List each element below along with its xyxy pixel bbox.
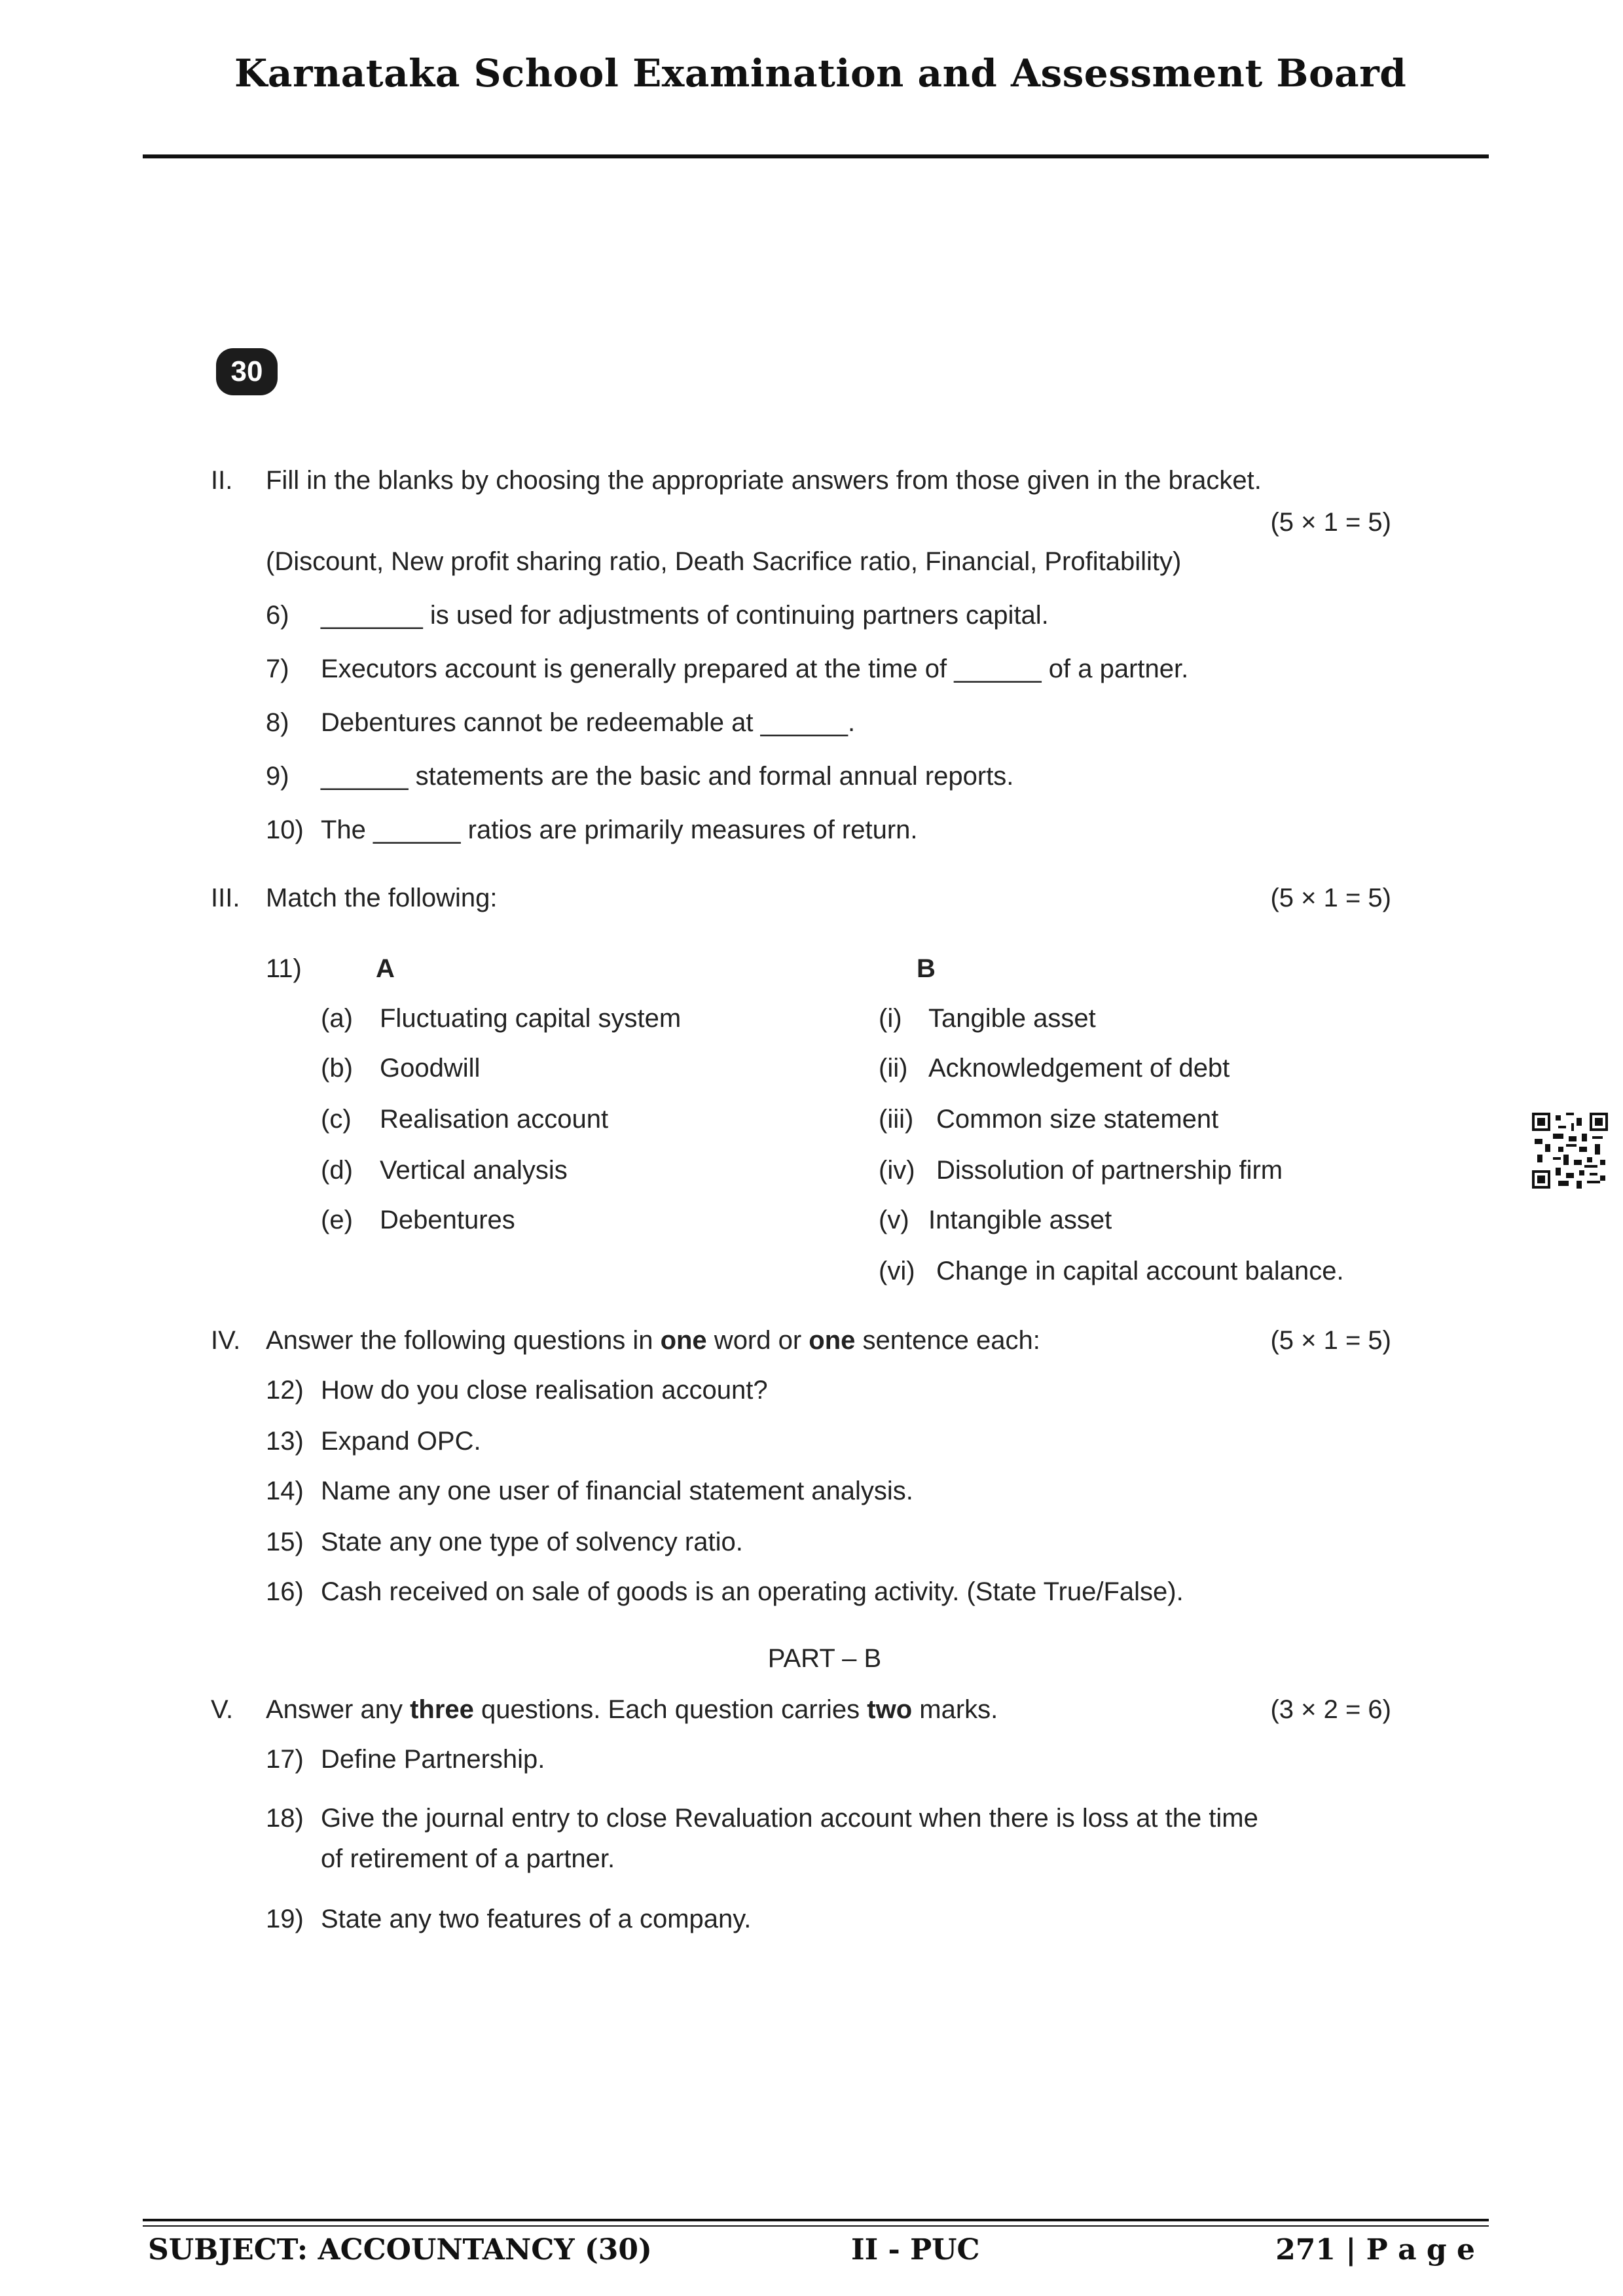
instruction-emphasis: three (410, 1695, 474, 1724)
instruction-emphasis: one (809, 1326, 856, 1355)
footer-rule (143, 2219, 1489, 2221)
match-a-label: (b) (321, 1054, 353, 1083)
question-text: Executors account is generally prepared at the time of ______ of a partner. (321, 655, 1189, 683)
match-a-item: Debentures (380, 1206, 515, 1234)
question-text: Debentures cannot be redeemable at ______. (321, 708, 856, 737)
section-v-marks: (3 × 2 = 6) (1270, 1695, 1391, 1724)
question-text: The ______ ratios are primarily measures of return. (321, 816, 918, 844)
section-ii-instruction: Fill in the blanks by choosing the appropriate answers from those given in the bracket. (266, 466, 1262, 495)
match-b-label: (ii) (879, 1054, 908, 1083)
question-text-continued: of retirement of a partner. (321, 1844, 615, 1873)
question-text: Define Partnership. (321, 1745, 545, 1774)
section-ii-numeral: II. (211, 466, 233, 495)
section-iii-marks: (5 × 1 = 5) (1270, 884, 1391, 912)
match-b-label: (i) (879, 1004, 902, 1033)
match-a-item: Vertical analysis (380, 1156, 568, 1185)
match-b-item: Acknowledgement of debt (928, 1054, 1230, 1083)
question-text: How do you close realisation account? (321, 1376, 768, 1405)
question-number: 9) (266, 762, 289, 791)
match-a-label: (c) (321, 1105, 352, 1134)
match-b-item: Common size statement (936, 1105, 1219, 1134)
question-number: 15) (266, 1528, 304, 1556)
question-number: 19) (266, 1905, 304, 1933)
match-b-label: (vi) (879, 1257, 915, 1285)
instruction-part: marks. (912, 1695, 998, 1724)
instruction-part: questions. Each question carries (473, 1695, 867, 1724)
instruction-part: sentence each: (855, 1326, 1040, 1355)
match-b-label: (iv) (879, 1156, 915, 1185)
match-b-item: Tangible asset (928, 1004, 1096, 1033)
question-number: 11) (266, 954, 302, 983)
column-a-heading: A (376, 954, 395, 983)
match-b-item: Change in capital account balance. (936, 1257, 1344, 1285)
match-b-label: (v) (879, 1206, 909, 1234)
match-a-label: (a) (321, 1004, 353, 1033)
question-text: State any one type of solvency ratio. (321, 1528, 743, 1556)
section-ii-marks: (5 × 1 = 5) (1270, 508, 1391, 537)
instruction-part: Answer any (266, 1695, 410, 1724)
question-text: _______ is used for adjustments of continuing partners capital. (321, 601, 1049, 630)
question-number: 12) (266, 1376, 304, 1405)
header-rule (143, 154, 1489, 158)
match-a-label: (d) (321, 1156, 353, 1185)
section-iv-marks: (5 × 1 = 5) (1270, 1326, 1391, 1355)
question-number: 13) (266, 1427, 304, 1456)
footer-page-number: 271 | P a g e (1275, 2233, 1475, 2267)
footer-rule-thin (143, 2225, 1489, 2227)
question-number: 8) (266, 708, 289, 737)
question-number: 17) (266, 1745, 304, 1774)
section-v-numeral: V. (211, 1695, 234, 1724)
subject-code-badge: 30 (216, 348, 278, 395)
section-iii-instruction: Match the following: (266, 884, 498, 912)
qr-code (1532, 1113, 1608, 1189)
question-text: State any two features of a company. (321, 1905, 752, 1933)
instruction-emphasis: two (867, 1695, 913, 1724)
question-text: Expand OPC. (321, 1427, 481, 1456)
section-ii-options: (Discount, New profit sharing ratio, Death Sacrifice ratio, Financial, Profitability) (266, 547, 1182, 576)
footer-subject: SUBJECT: ACCOUNTANCY (30) (148, 2233, 652, 2267)
question-text: Give the journal entry to close Revaluation account when there is loss at the time (321, 1804, 1258, 1833)
question-number: 10) (266, 816, 304, 844)
instruction-part: Answer the following questions in (266, 1326, 661, 1355)
match-a-label: (e) (321, 1206, 353, 1234)
instruction-part: word or (706, 1326, 809, 1355)
question-number: 7) (266, 655, 289, 683)
question-text: ______ statements are the basic and formal annual reports. (321, 762, 1014, 791)
question-number: 6) (266, 601, 289, 630)
match-b-item: Intangible asset (928, 1206, 1112, 1234)
match-b-item: Dissolution of partnership firm (936, 1156, 1283, 1185)
question-text: Name any one user of financial statement analysis. (321, 1477, 913, 1505)
instruction-emphasis: one (660, 1326, 707, 1355)
part-b-heading: PART – B (767, 1644, 882, 1673)
question-text: Cash received on sale of goods is an operating activity. (State True/False). (321, 1577, 1184, 1606)
section-iv-numeral: IV. (211, 1326, 241, 1355)
match-a-item: Realisation account (380, 1105, 609, 1134)
section-iv-instruction (266, 1326, 1040, 1355)
match-b-label: (iii) (879, 1105, 914, 1134)
question-number: 14) (266, 1477, 304, 1505)
question-number: 18) (266, 1804, 304, 1833)
board-title: Karnataka School Examination and Assessment Board (234, 51, 1407, 96)
section-iii-numeral: III. (211, 884, 240, 912)
section-v-instruction (266, 1695, 998, 1724)
column-b-heading: B (917, 954, 936, 983)
question-number: 16) (266, 1577, 304, 1606)
match-a-item: Goodwill (380, 1054, 481, 1083)
match-a-item: Fluctuating capital system (380, 1004, 682, 1033)
footer-class: II - PUC (851, 2233, 980, 2267)
